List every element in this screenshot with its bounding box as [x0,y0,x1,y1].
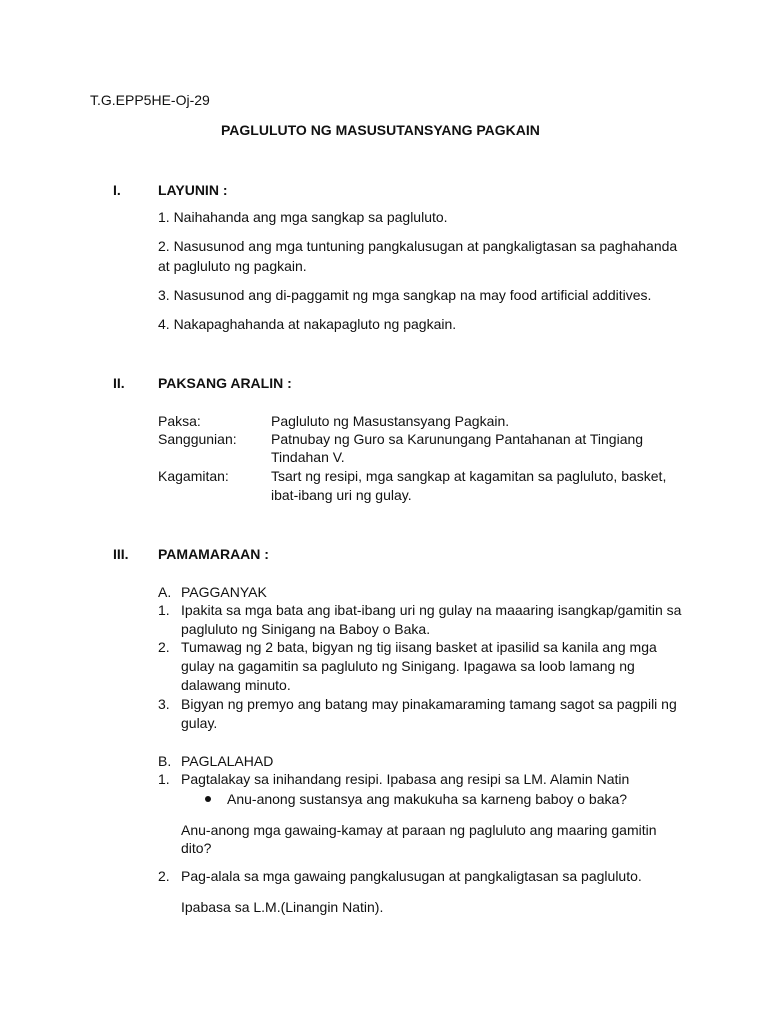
subsection-a-title: PAGGANYAK [181,584,267,600]
list-item-continuation: dalawang minuto. [181,677,291,693]
subsection-b-marker: B. [158,753,172,769]
list-number: 2. [158,868,170,884]
note-line: Ipabasa sa L.M.(Linangin Natin). [181,899,384,915]
subsection-b-title: PAGLALAHAD [181,753,274,769]
list-number: 2. [158,639,170,655]
field-value-sanggunian-cont: Tindahan V. [271,449,345,465]
list-item: Ipakita sa mga bata ang ibat-ibang uri ng gulay na maaaring isangkap/gamitin sa [181,602,682,618]
objective-item: 1. Naihahanda ang mga sangkap sa pagluluto. [158,209,448,225]
list-number: 3. [158,696,170,712]
subsection-a-marker: A. [158,584,172,600]
field-label-paksa: Paksa: [158,413,201,429]
objective-item: 3. Nasusunod ang di-paggamit ng mga sangkap na may food artificial additives. [158,287,652,303]
list-number: 1. [158,771,170,787]
document-code: T.G.EPP5HE-Oj-29 [90,92,210,108]
objective-item: 2. Nasusunod ang mga tuntuning pangkalusugan at pangkaligtasan sa paghahanda [158,238,678,254]
field-value-sanggunian: Patnubay ng Guro sa Karunungang Pantahanan at Tingiang [271,431,644,447]
bullet-icon [205,796,211,802]
section-1-heading: LAYUNIN : [158,182,228,198]
paragraph-line: Anu-anong mga gawaing-kamay at paraan ng pagluluto ang maaring gamitin [181,822,657,838]
list-number: 1. [158,602,170,618]
list-item: Tumawag ng 2 bata, bigyan ng tig iisang basket at ipasilid sa kanila ang mga [181,639,657,655]
paragraph-line: dito? [181,840,212,856]
field-value-paksa: Pagluluto ng Masustansyang Pagkain. [271,413,510,429]
bullet-item: Anu-anong sustansya ang makukuha sa karneng baboy o baka? [227,791,628,807]
section-3-heading: PAMAMARAAN : [158,546,269,562]
list-item-continuation: gulay na gagamitin sa pagluluto ng Sinigang. Ipagawa sa loob lamang ng [181,658,635,674]
section-3-numeral: III. [113,546,129,562]
list-item: Bigyan ng premyo ang batang may pinakamaraming tamang sagot sa pagpili ng [181,696,677,712]
section-1-numeral: I. [113,182,121,198]
field-value-kagamitan: Tsart ng resipi, mga sangkap at kagamitan sa pagluluto, basket, [271,468,667,484]
objective-item: 4. Nakapaghahanda at nakapagluto ng pagkain. [158,316,457,332]
field-value-kagamitan-cont: ibat-ibang uri ng gulay. [271,487,412,503]
list-item: Pagtalakay sa inihandang resipi. Ipabasa ang resipi sa LM. Alamin Natin [181,771,630,787]
list-item: Pag-alala sa mga gawaing pangkalusugan at pangkaligtasan sa pagluluto. [181,868,642,884]
document-title: PAGLULUTO NG MASUSUTANSYANG PAGKAIN [221,122,540,138]
list-item-continuation: pagluluto ng Sinigang na Baboy o Baka. [181,621,431,637]
section-2-heading: PAKSANG ARALIN : [158,375,292,391]
list-item-continuation: gulay. [181,715,218,731]
field-label-sanggunian: Sanggunian: [158,431,237,447]
field-label-kagamitan: Kagamitan: [158,468,229,484]
section-2-numeral: II. [113,375,125,391]
objective-item-continuation: at pagluluto ng pagkain. [158,258,307,274]
